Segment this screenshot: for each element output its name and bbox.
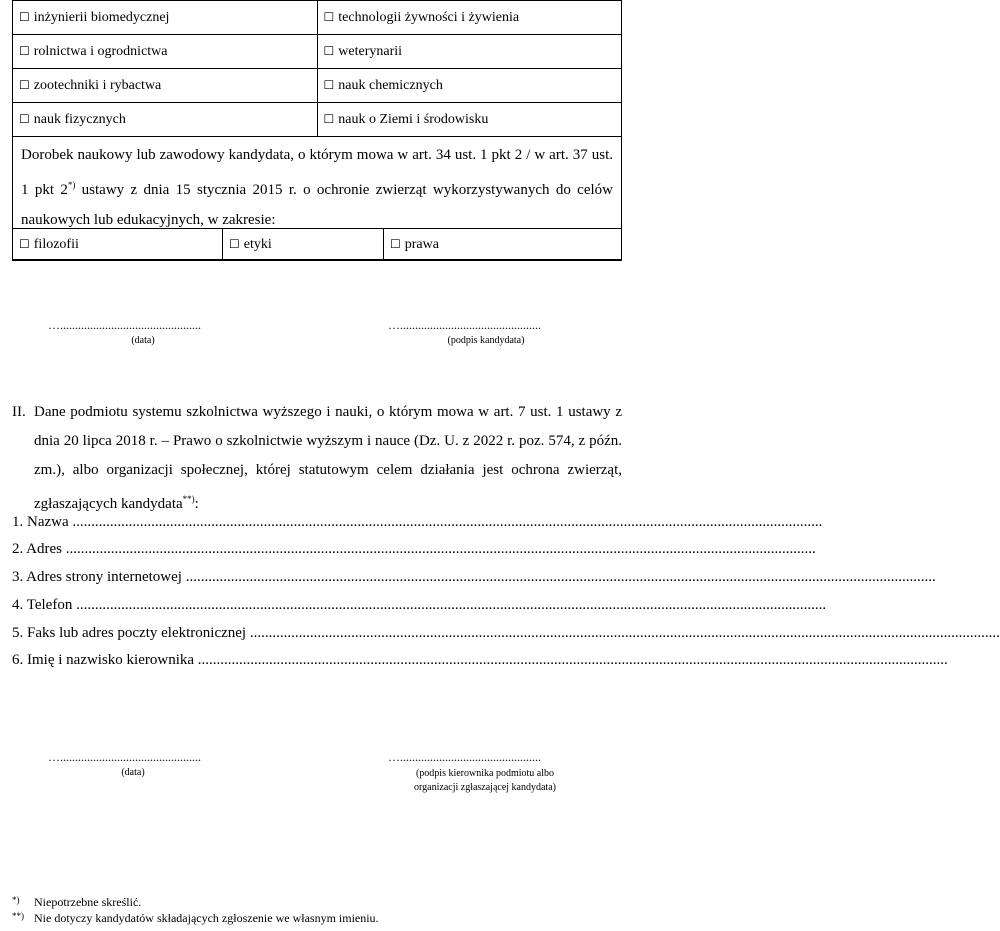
footnote: **) Nie dotyczy kandydatów składających zgłoszenie we własnym imieniu.	[12, 911, 379, 925]
section-two	[12, 398, 622, 519]
checkbox-icon[interactable]: ☐	[323, 43, 335, 58]
field-kierownik[interactable]: 6. Imię i nazwisko kierownika ........................................................................................................................................................................................................	[12, 652, 948, 668]
discipline-option[interactable]: ☐ nauk fizycznych	[13, 103, 318, 137]
discipline-option[interactable]: ☐ rolnictwa i ogrodnictwa	[13, 35, 318, 69]
signature-line[interactable]: …...............................................	[388, 318, 541, 332]
checkbox-icon[interactable]: ☐	[390, 236, 401, 251]
discipline-option[interactable]: ☐ inżynierii biomedycznej	[13, 1, 318, 35]
date-label: (data)	[131, 335, 155, 346]
table-row	[13, 103, 622, 137]
checkbox-icon[interactable]: ☐	[19, 111, 30, 126]
dorobek-option[interactable]: ☐ prawa	[384, 229, 622, 261]
field-strona[interactable]: 3. Adres strony internetowej ........................................................................................................................................................................................................	[12, 569, 936, 585]
checkbox-icon[interactable]: ☐	[323, 9, 335, 24]
checkbox-icon[interactable]: ☐	[19, 236, 30, 251]
checkbox-icon[interactable]: ☐	[323, 111, 335, 126]
signature-line[interactable]: …...............................................	[388, 750, 541, 764]
table-row	[13, 229, 622, 261]
table-row	[13, 35, 622, 69]
dorobek-option[interactable]: ☐ filozofii	[13, 229, 223, 261]
date-label: (data)	[121, 767, 145, 778]
dorobek-text: Dorobek naukowy lub zawodowy kandydata, o którym mowa w art. 34 ust. 1 pkt 2 / w art. 37 ust. 1 pkt 2*) ustawy z dnia 15 stycznia 2015 r. o ochronie zwierząt wykorzystywanych do celów naukowych lub edukacyjnych, w zakresie:	[21, 147, 613, 228]
discipline-option[interactable]: ☐ weterynarii	[317, 35, 622, 69]
field-telefon[interactable]: 4. Telefon ........................................................................................................................................................................................................	[12, 597, 827, 613]
checkbox-icon[interactable]: ☐	[323, 77, 335, 92]
signature-label: (podpis kandydata)	[447, 335, 525, 346]
dorobek-options	[12, 228, 622, 261]
disciplines-table	[12, 0, 622, 137]
date-line[interactable]: …...............................................	[48, 750, 201, 764]
signature-label: (podpis kierownika podmiotu albo organizacji zgłaszającej kandydata)	[414, 768, 556, 793]
discipline-option[interactable]: ☐ zootechniki i rybactwa	[13, 69, 318, 103]
table-row	[13, 1, 622, 35]
date-line[interactable]: …...............................................	[48, 318, 201, 332]
dorobek-option[interactable]: ☐ etyki	[223, 229, 384, 261]
checkbox-icon[interactable]: ☐	[19, 43, 30, 58]
discipline-option[interactable]: ☐ nauk o Ziemi i środowisku	[317, 103, 622, 137]
field-nazwa[interactable]: 1. Nazwa ........................................................................................................................................................................................................	[12, 514, 823, 530]
table-row	[13, 69, 622, 103]
discipline-option[interactable]: ☐ technologii żywności i żywienia	[317, 1, 622, 35]
checkbox-icon[interactable]: ☐	[229, 236, 240, 251]
section-number: II.	[12, 404, 26, 420]
field-adres[interactable]: 2. Adres ........................................................................................................................................................................................................	[12, 541, 816, 557]
discipline-option[interactable]: ☐ nauk chemicznych	[317, 69, 622, 103]
field-faks-email[interactable]: 5. Faks lub adres poczty elektronicznej ........................................................................................................................................................................................................	[12, 625, 1000, 641]
section-text: Dane podmiotu systemu szkolnictwa wyższego i nauki, o którym mowa w art. 7 ust. 1 ustawy z dnia 20 lipca 2018 r. – Prawo o szkolnictwie wyższym i nauce (Dz. U. z 2022 r. poz. 574, z późn. zm.), albo organizacji społecznej, której statutowym celem działania jest ochrona zwierząt, zgłaszających kandydata**):	[34, 404, 622, 512]
footnote: *) Niepotrzebne skreślić.	[12, 895, 142, 909]
checkbox-icon[interactable]: ☐	[19, 77, 30, 92]
checkbox-icon[interactable]: ☐	[19, 9, 30, 24]
